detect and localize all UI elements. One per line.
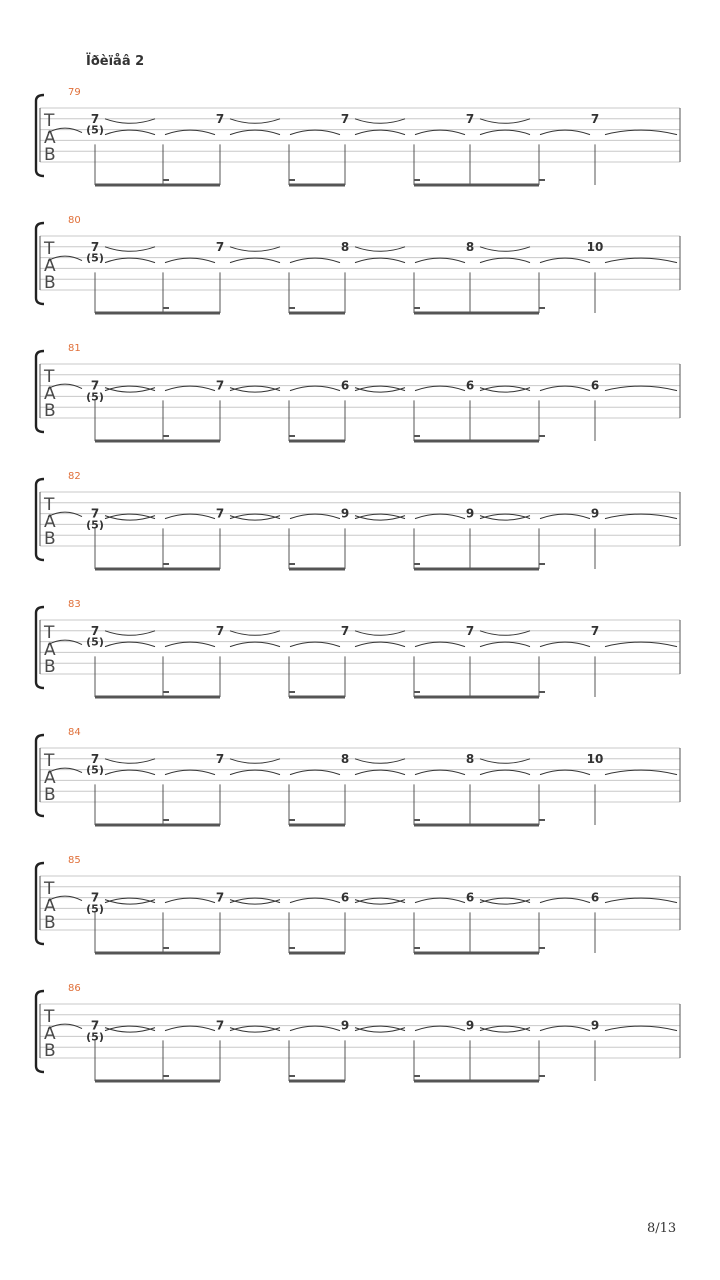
fret-number: 7 — [215, 890, 225, 905]
tie-arc — [230, 642, 280, 647]
tie-arc — [105, 642, 155, 647]
fret-number: 7 — [340, 111, 350, 126]
measure-number: 79 — [68, 87, 81, 98]
fret-number: 7 — [90, 890, 100, 905]
tab-clef-letter-t: T — [44, 367, 55, 387]
tab-clef-letter-a: A — [44, 1024, 56, 1044]
fret-number: 9 — [590, 1018, 600, 1033]
fret-number: 7 — [590, 111, 600, 126]
tab-clef-letter-t: T — [44, 1007, 55, 1027]
tie-arc — [415, 386, 465, 391]
ghost-note: (5) — [86, 251, 104, 265]
ghost-note: (5) — [86, 390, 104, 404]
fret-number: 8 — [465, 751, 475, 766]
measure-number: 83 — [68, 599, 81, 610]
tie-arc — [355, 631, 405, 636]
tie-arc — [540, 130, 590, 135]
ghost-note: (5) — [86, 1030, 104, 1044]
fret-number: 6 — [465, 890, 475, 905]
tab-clef-letter-t: T — [44, 879, 55, 899]
fret-number: 7 — [465, 111, 475, 126]
tie-arc — [415, 130, 465, 135]
tab-clef-letter-a: A — [44, 896, 56, 916]
tab-clef-letter-t: T — [44, 495, 55, 515]
tab-clef-letter-b: B — [44, 913, 56, 933]
fret-number: 6 — [465, 378, 475, 393]
fret-number: 6 — [590, 890, 600, 905]
fret-number: 7 — [215, 623, 225, 638]
tie-arc — [540, 1026, 590, 1031]
tie-arc — [105, 130, 155, 135]
tie-arc — [480, 759, 530, 764]
fret-number: 9 — [465, 506, 475, 521]
tie-arc — [355, 770, 405, 775]
tie-arc — [290, 642, 340, 647]
tie-arc — [290, 130, 340, 135]
measure-number: 84 — [68, 727, 81, 738]
tie-arc — [230, 247, 280, 252]
page-title: Ïðèïåâ 2 — [86, 54, 145, 69]
tie-arc — [605, 258, 677, 263]
tab-system — [36, 855, 680, 953]
fret-number: 7 — [90, 623, 100, 638]
tab-system — [36, 215, 680, 313]
tie-arc — [165, 258, 215, 263]
tie-arc — [540, 898, 590, 903]
tie-arc — [290, 258, 340, 263]
fret-number: 7 — [215, 239, 225, 254]
tie-arc — [480, 119, 530, 124]
tab-system — [36, 727, 680, 825]
tab-clef-letter-a: A — [44, 768, 56, 788]
tie-arc — [105, 258, 155, 263]
tie-arc — [480, 770, 530, 775]
tie-arc — [105, 759, 155, 764]
tie-arc — [290, 386, 340, 391]
tie-arc — [480, 130, 530, 135]
tab-clef-letter-b: B — [44, 529, 56, 549]
tab-clef-letter-b: B — [44, 1041, 56, 1061]
tab-system — [36, 87, 680, 185]
fret-number: 9 — [340, 506, 350, 521]
tie-arc — [165, 898, 215, 903]
tab-clef-letter-t: T — [44, 623, 55, 643]
tie-arc — [230, 631, 280, 636]
tie-arc — [415, 1026, 465, 1031]
tie-arc — [480, 642, 530, 647]
tie-arc — [415, 898, 465, 903]
tie-arc — [165, 514, 215, 519]
tie-arc — [355, 759, 405, 764]
tie-arc — [165, 130, 215, 135]
fret-number: 7 — [215, 751, 225, 766]
fret-number: 8 — [340, 239, 350, 254]
tie-arc — [605, 642, 677, 647]
tie-arc — [605, 514, 677, 519]
tie-arc — [355, 130, 405, 135]
tie-arc — [480, 631, 530, 636]
tie-arc — [605, 1026, 677, 1031]
tie-arc — [540, 642, 590, 647]
measure-number: 82 — [68, 471, 81, 482]
fret-number: 9 — [340, 1018, 350, 1033]
tie-arc — [230, 770, 280, 775]
tab-system — [36, 471, 680, 569]
tie-arc — [480, 258, 530, 263]
fret-number: 6 — [590, 378, 600, 393]
ghost-note: (5) — [86, 635, 104, 649]
tie-arc — [540, 514, 590, 519]
tab-clef-letter-b: B — [44, 657, 56, 677]
fret-number: 7 — [90, 111, 100, 126]
fret-number: 7 — [465, 623, 475, 638]
tab-clef-letter-a: A — [44, 512, 56, 532]
ghost-note: (5) — [86, 763, 104, 777]
tie-arc — [605, 898, 677, 903]
tie-arc — [540, 258, 590, 263]
tab-clef-letter-a: A — [44, 640, 56, 660]
tie-arc — [415, 514, 465, 519]
fret-number: 7 — [90, 1018, 100, 1033]
ghost-note: (5) — [86, 123, 104, 137]
fret-number: 7 — [90, 239, 100, 254]
tie-arc — [290, 770, 340, 775]
fret-number: 9 — [465, 1018, 475, 1033]
measure-number: 80 — [68, 215, 81, 226]
tie-arc — [355, 247, 405, 252]
fret-number: 8 — [465, 239, 475, 254]
fret-number: 10 — [586, 239, 604, 254]
tie-arc — [105, 119, 155, 124]
fret-number: 8 — [340, 751, 350, 766]
measure-number: 81 — [68, 343, 81, 354]
tie-arc — [480, 247, 530, 252]
fret-number: 6 — [340, 890, 350, 905]
tie-arc — [290, 1026, 340, 1031]
tie-arc — [605, 130, 677, 135]
tab-clef-letter-b: B — [44, 145, 56, 165]
fret-number: 10 — [586, 751, 604, 766]
tie-arc — [415, 770, 465, 775]
tie-arc — [230, 759, 280, 764]
tie-arc — [105, 247, 155, 252]
tie-arc — [290, 898, 340, 903]
tie-arc — [165, 1026, 215, 1031]
fret-number: 7 — [215, 1018, 225, 1033]
fret-number: 7 — [590, 623, 600, 638]
tie-arc — [355, 119, 405, 124]
tie-arc — [540, 770, 590, 775]
measure-number: 86 — [68, 983, 81, 994]
fret-number: 7 — [90, 751, 100, 766]
tab-clef-letter-b: B — [44, 273, 56, 293]
tab-clef-letter-a: A — [44, 128, 56, 148]
tab-system — [36, 983, 680, 1081]
tie-arc — [105, 631, 155, 636]
tab-clef-letter-t: T — [44, 751, 55, 771]
tie-arc — [290, 514, 340, 519]
tie-arc — [105, 770, 155, 775]
tie-arc — [230, 119, 280, 124]
fret-number: 7 — [215, 111, 225, 126]
tie-arc — [355, 258, 405, 263]
tie-arc — [355, 642, 405, 647]
tie-arc — [165, 642, 215, 647]
fret-number: 7 — [90, 506, 100, 521]
fret-number: 7 — [215, 506, 225, 521]
tab-clef-letter-b: B — [44, 401, 56, 421]
tie-arc — [415, 258, 465, 263]
tab-clef-letter-a: A — [44, 256, 56, 276]
fret-number: 7 — [340, 623, 350, 638]
tab-clef-letter-a: A — [44, 384, 56, 404]
tie-arc — [230, 130, 280, 135]
tie-arc — [230, 258, 280, 263]
ghost-note: (5) — [86, 902, 104, 916]
tab-clef-letter-b: B — [44, 785, 56, 805]
fret-number: 7 — [90, 378, 100, 393]
fret-number: 7 — [215, 378, 225, 393]
page-number: 8/13 — [647, 1221, 677, 1236]
tie-arc — [605, 386, 677, 391]
tie-arc — [540, 386, 590, 391]
ghost-note: (5) — [86, 518, 104, 532]
tie-arc — [165, 386, 215, 391]
tab-system — [36, 599, 680, 697]
measure-number: 85 — [68, 855, 81, 866]
fret-number: 9 — [590, 506, 600, 521]
tab-clef-letter-t: T — [44, 111, 55, 131]
tie-arc — [415, 642, 465, 647]
tie-arc — [605, 770, 677, 775]
fret-number: 6 — [340, 378, 350, 393]
tab-clef-letter-t: T — [44, 239, 55, 259]
tab-system — [36, 343, 680, 441]
tie-arc — [165, 770, 215, 775]
